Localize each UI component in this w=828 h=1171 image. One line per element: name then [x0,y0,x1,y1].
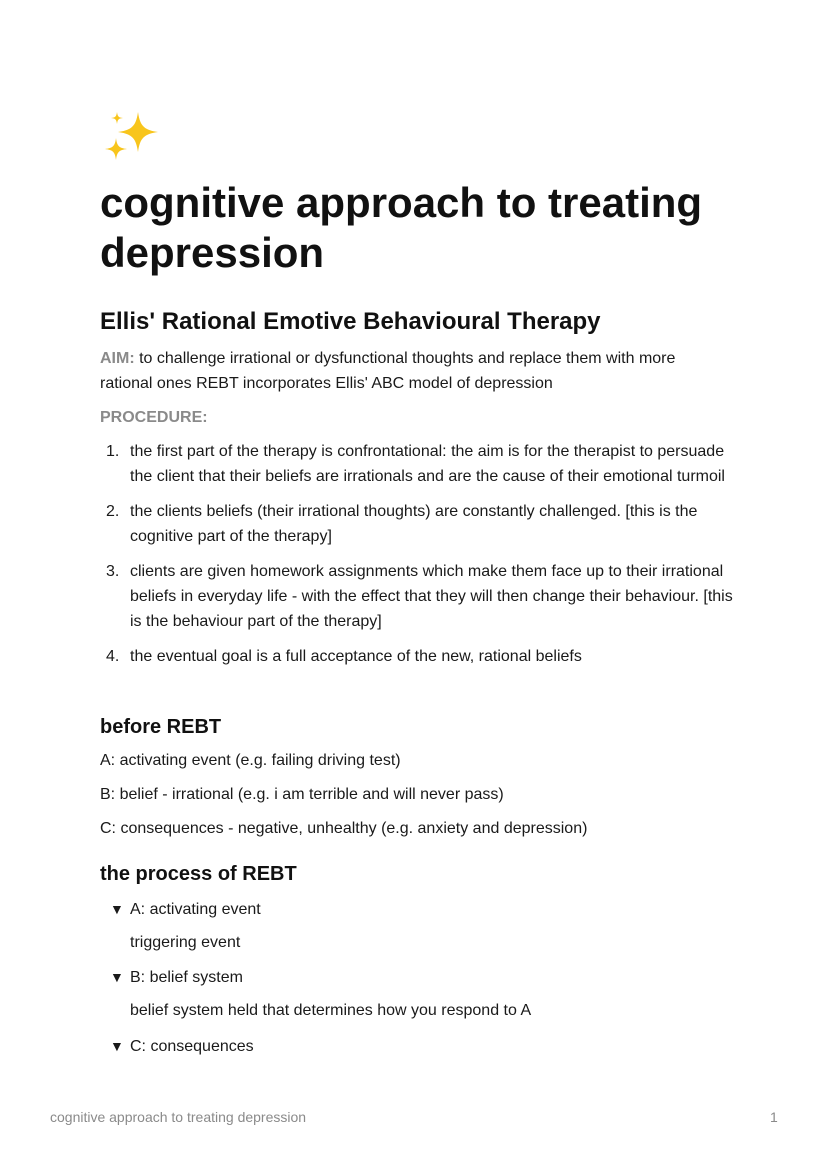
toggle-label: C: consequences [130,1038,254,1055]
list-item-text: the eventual goal is a full acceptance of the new, rational beliefs [130,648,582,665]
list-item [100,644,740,669]
toggle-body: belief system held that determines how you respond to A [130,1002,532,1019]
procedure-label: PROCEDURE: [100,409,208,426]
list-item-text: the first part of the therapy is confrontational: the aim is for the therapist to persuade the client that their beliefs are irrationals and are the cause of their emotional turmoil [130,443,725,485]
aim-text: to challenge irrational or dysfunctional thoughts and replace them with more rational ones REBT incorporates Ellis' ABC model of depression [100,350,676,392]
before-line-c: C: consequences - negative, unhealthy (e.g. anxiety and depression) [100,820,588,837]
list-item [100,559,740,634]
before-line-a: A: activating event (e.g. failing driving test) [100,752,401,769]
list-item-text: clients are given homework assignments which make them face up to their irrational beliefs in everyday life - with the effect that they will then change their behaviour. [this is the behaviour part of the therapy] [130,563,733,630]
triangle-down-icon[interactable]: ▼ [110,969,124,985]
list-item [100,499,740,549]
before-line-b: B: belief - irrational (e.g. i am terrible and will never pass) [100,786,504,803]
procedure-list [100,439,740,679]
list-number: 2. [106,503,120,520]
toggle-label: B: belief system [130,969,243,986]
list-number: 3. [106,563,120,580]
process-rebt-heading: the process of REBT [100,863,297,885]
triangle-down-icon[interactable]: ▼ [110,901,124,917]
aim-label: AIM: [100,350,135,367]
toggle-activating-event[interactable] [110,898,261,921]
list-number: 1. [106,443,120,460]
section-heading: Ellis' Rational Emotive Behavioural Therapy [100,308,601,335]
toggle-belief-system[interactable] [110,966,243,989]
sparkles-icon [100,106,164,170]
list-item [100,439,740,489]
toggle-body: triggering event [130,934,241,951]
page-number: 1 [770,1109,778,1125]
aim-paragraph [100,346,730,396]
list-item-text: the clients beliefs (their irrational thoughts) are constantly challenged. [this is the cognitive part of the therapy] [130,503,698,545]
footer-title: cognitive approach to treating depression [50,1109,307,1125]
triangle-down-icon[interactable]: ▼ [110,1038,124,1054]
page-title: cognitive approach to treating depression [100,179,703,276]
before-rebt-heading: before REBT [100,716,222,738]
list-number: 4. [106,648,120,665]
toggle-consequences[interactable] [110,1035,254,1058]
toggle-label: A: activating event [130,901,261,918]
